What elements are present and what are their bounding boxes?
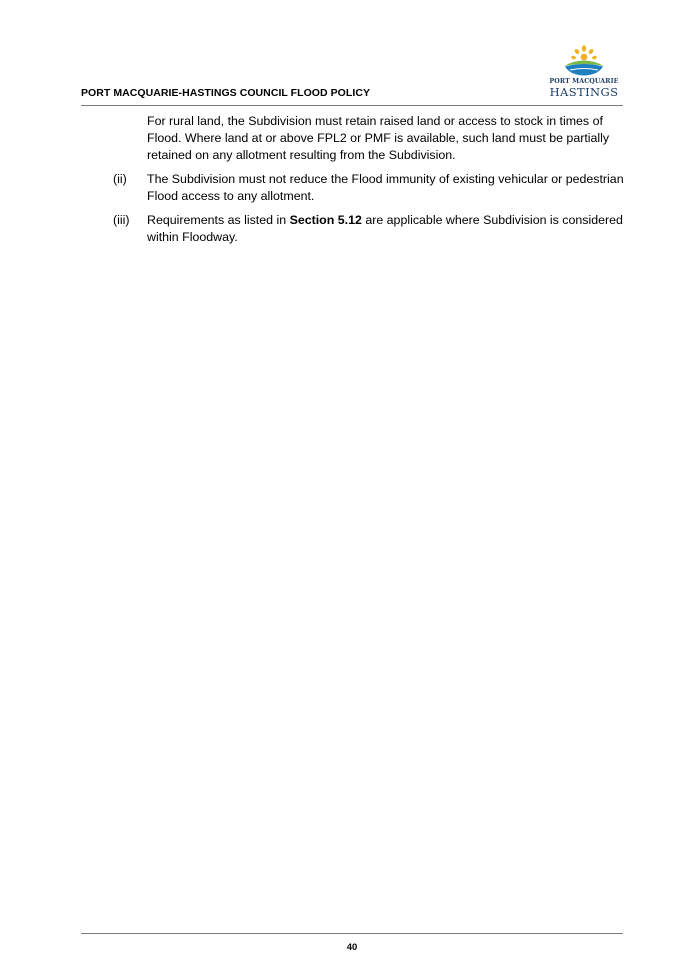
list-item-text-start: Requirements as listed in (147, 213, 290, 227)
page-body (81, 113, 626, 246)
section-reference: Section 5.12 (289, 213, 362, 227)
list-item-number: (ii) (113, 172, 127, 186)
header-divider (81, 105, 623, 106)
page-number: 40 (346, 942, 358, 953)
list-item (81, 171, 625, 205)
intro-paragraph: For rural land, the Subdivision must retain raised land or access to stock in times of Flood. Where land at or above FPL2 or PMF is available, such land must be partially retained on any allotment resulting from the Subdivision. (147, 114, 610, 162)
list-item-text: The Subdivision must not reduce the Flood immunity of existing vehicular or pedestrian Flood access to any allotment. (147, 172, 624, 203)
logo-text-hastings: HASTINGS (549, 85, 619, 99)
list-item-number: (iii) (113, 213, 130, 227)
list-item-text-end: are applicable where Subdivision is considered within Floodway. (147, 213, 623, 244)
logo-text-port-macquarie: PORT MACQUARIE (549, 78, 619, 85)
list-item (81, 212, 625, 246)
council-logo (548, 45, 620, 101)
document-title: PORT MACQUARIE-HASTINGS COUNCIL FLOOD POLICY (81, 87, 371, 99)
sun-landscape-icon (558, 45, 610, 77)
footer-divider (81, 933, 623, 934)
